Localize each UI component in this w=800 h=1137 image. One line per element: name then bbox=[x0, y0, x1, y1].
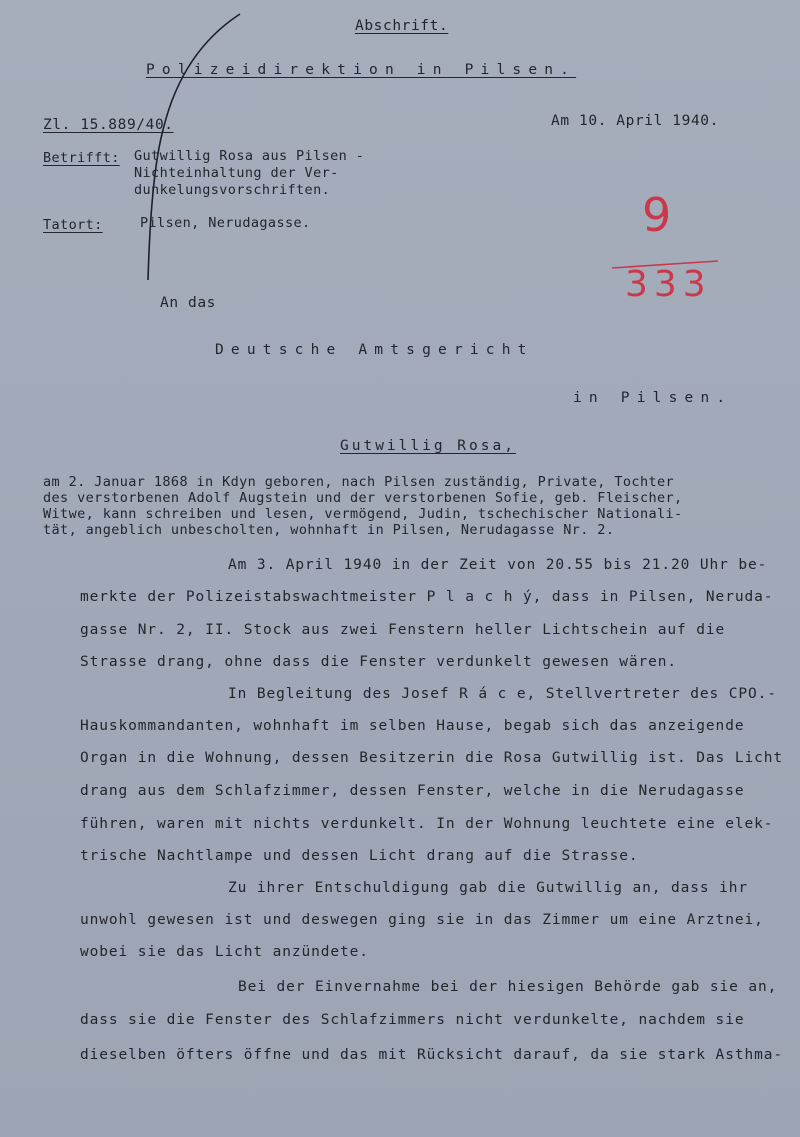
personal-details-line-2: des verstorbenen Adolf Augstein und der verstorbenen Sofie, geb. Fleischer, bbox=[43, 490, 683, 506]
body-line-7: Organ in die Wohnung, dessen Besitzerin die Rosa Gutwillig ist. Das Licht bbox=[80, 750, 783, 766]
subject-line-1: Gutwillig Rosa aus Pilsen - bbox=[134, 148, 365, 164]
body-line-5: In Begleitung des Josef R á c e, Stellvertreter des CPO.- bbox=[228, 686, 777, 702]
subject-line-3: dunkelungsvorschriften. bbox=[134, 182, 331, 198]
stamp-number-top: 9 bbox=[642, 188, 672, 242]
scene-value: Pilsen, Nerudagasse. bbox=[140, 215, 311, 231]
body-line-12: unwohl gewesen ist und deswegen ging sie in das Zimmer um eine Arztnei, bbox=[80, 912, 764, 928]
personal-details-line-1: am 2. Januar 1868 in Kdyn geboren, nach Pilsen zuständig, Private, Tochter bbox=[43, 474, 675, 490]
body-line-4: Strasse drang, ohne dass die Fenster verdunkelt gewesen wären. bbox=[80, 654, 678, 670]
body-line-16: dieselben öfters öffne und das mit Rücksicht darauf, da sie stark Asthma- bbox=[80, 1047, 783, 1063]
authority-heading: Polizeidirektion in Pilsen. bbox=[146, 62, 577, 78]
scene-label: Tatort: bbox=[43, 217, 103, 233]
body-line-14: Bei der Einvernahme bei der hiesigen Behörde gab sie an, bbox=[238, 979, 778, 995]
addressee-line-1: An das bbox=[160, 295, 216, 311]
body-line-8: drang aus dem Schlafzimmer, dessen Fenster, welche in die Nerudagasse bbox=[80, 783, 745, 799]
subject-line-2: Nichteinhaltung der Ver- bbox=[134, 165, 339, 181]
body-line-6: Hauskommandanten, wohnhaft im selben Hause, begab sich das anzeigende bbox=[80, 718, 745, 734]
body-line-15: dass sie die Fenster des Schlafzimmers nicht verdunkelte, nachdem sie bbox=[80, 1012, 745, 1028]
personal-details-line-4: tät, angeblich unbescholten, wohnhaft in Pilsen, Nerudagasse Nr. 2. bbox=[43, 522, 615, 538]
body-line-13: wobei sie das Licht anzündete. bbox=[80, 944, 369, 960]
copy-label: Abschrift. bbox=[355, 18, 449, 34]
file-number: Zl. 15.889/40. bbox=[43, 117, 174, 133]
body-line-2: merkte der Polizeistabswachtmeister P l a c h ý, dass in Pilsen, Neruda- bbox=[80, 589, 774, 605]
addressee-line-2: Deutsche Amtsgericht bbox=[215, 342, 534, 358]
document-date: Am 10. April 1940. bbox=[551, 113, 719, 129]
body-line-11: Zu ihrer Entschuldigung gab die Gutwillig an, dass ihr bbox=[228, 880, 749, 896]
personal-details-line-3: Witwe, kann schreiben und lesen, vermögend, Judin, tschechischer Nationali- bbox=[43, 506, 683, 522]
body-line-1: Am 3. April 1940 in der Zeit von 20.55 bis 21.20 Uhr be- bbox=[228, 557, 768, 573]
subject-label: Betrifft: bbox=[43, 150, 120, 166]
body-line-3: gasse Nr. 2, II. Stock aus zwei Fenstern heller Lichtschein auf die bbox=[80, 622, 726, 638]
addressee-line-3: in Pilsen. bbox=[573, 390, 733, 406]
body-line-9: führen, waren mit nichts verdunkelt. In der Wohnung leuchtete eine elek- bbox=[80, 816, 774, 832]
person-heading: Gutwillig Rosa, bbox=[340, 438, 516, 454]
body-line-10: trische Nachtlampe und dessen Licht drang auf die Strasse. bbox=[80, 848, 639, 864]
stamp-number-bottom: 333 bbox=[625, 264, 712, 305]
